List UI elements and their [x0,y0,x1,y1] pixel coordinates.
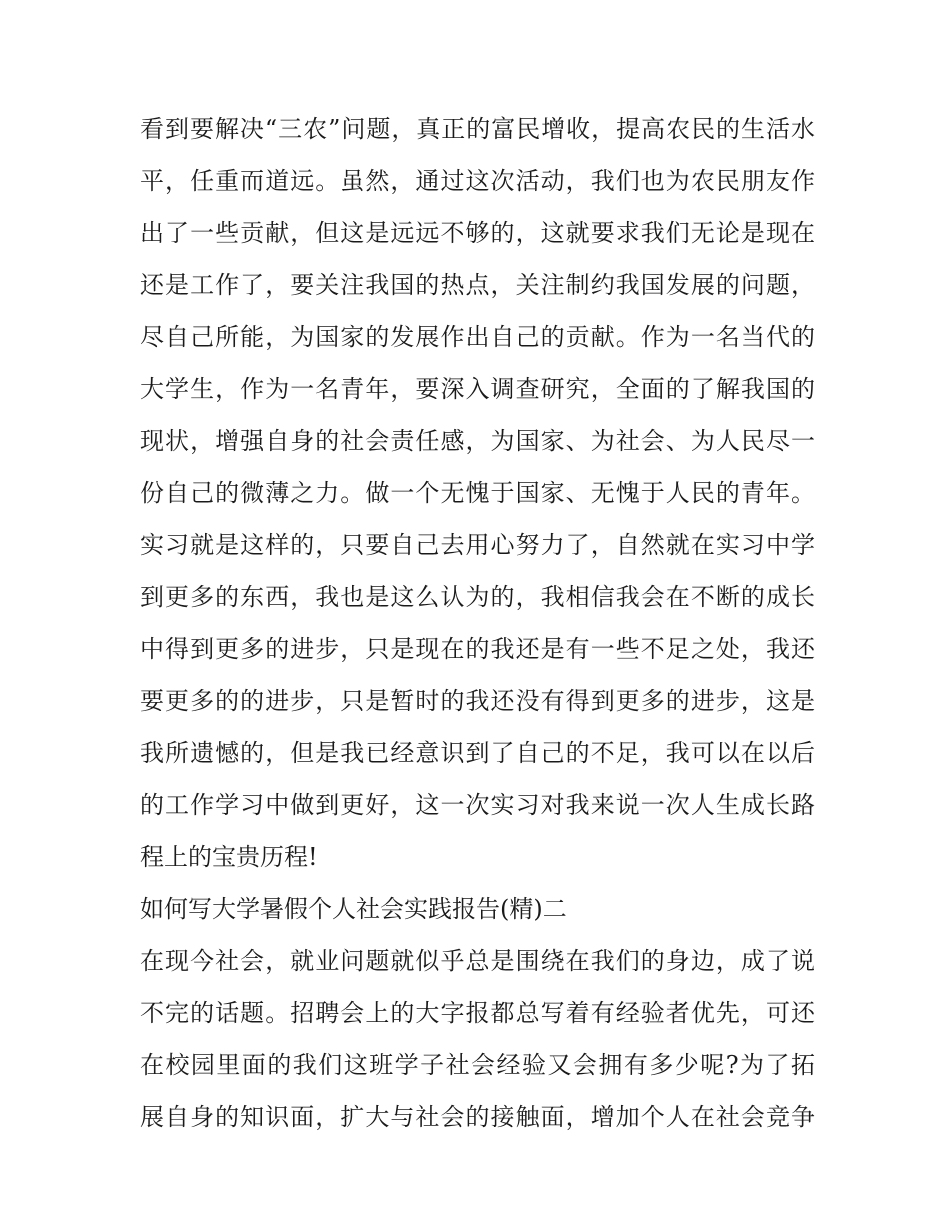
paragraph-line: 到更多的东西，我也是这么认为的，我相信我会在不断的成长 [140,583,815,611]
document-body [140,103,815,1143]
paragraph-line: 还是工作了，要关注我国的热点，关注制约我国发展的问题， [140,271,815,299]
paragraph-line: 平，任重而道远。虽然，通过这次活动，我们也为农民朋友作 [140,167,815,195]
paragraph-line: 份自己的微薄之力。做一个无愧于国家、无愧于人民的青年。 [140,479,815,507]
paragraph-line: 在现今社会，就业问题就似乎总是围绕在我们的身边，成了说 [140,947,815,975]
paragraph-line: 的工作学习中做到更好，这一次实习对我来说一次人生成长路 [140,791,815,819]
paragraph-line: 要更多的的进步，只是暂时的我还没有得到更多的进步，这是 [140,687,815,715]
paragraph-line: 在校园里面的我们这班学子社会经验又会拥有多少呢?为了拓 [140,1051,815,1079]
paragraph-line: 展自身的知识面，扩大与社会的接触面，增加个人在社会竞争 [140,1103,815,1131]
section-heading: 如何写大学暑假个人社会实践报告(精)二 [140,895,567,923]
paragraph-line: 现状，增强自身的社会责任感，为国家、为社会、为人民尽一 [140,427,815,455]
paragraph-line: 我所遗憾的，但是我已经意识到了自己的不足，我可以在以后 [140,739,815,767]
paragraph-line-end: 程上的宝贵历程! [140,843,318,871]
paragraph-line: 中得到更多的进步，只是现在的我还是有一些不足之处，我还 [140,635,815,663]
paragraph-line: 出了一些贡献，但这是远远不够的，这就要求我们无论是现在 [140,219,815,247]
paragraph-line: 实习就是这样的，只要自己去用心努力了，自然就在实习中学 [140,531,815,559]
paragraph-line: 看到要解决“三农”问题，真正的富民增收，提高农民的生活水 [140,115,815,143]
paragraph-line: 大学生，作为一名青年，要深入调查研究，全面的了解我国的 [140,375,815,403]
paragraph-line: 不完的话题。招聘会上的大字报都总写着有经验者优先，可还 [140,999,815,1027]
paragraph-line: 尽自己所能，为国家的发展作出自己的贡献。作为一名当代的 [140,323,815,351]
